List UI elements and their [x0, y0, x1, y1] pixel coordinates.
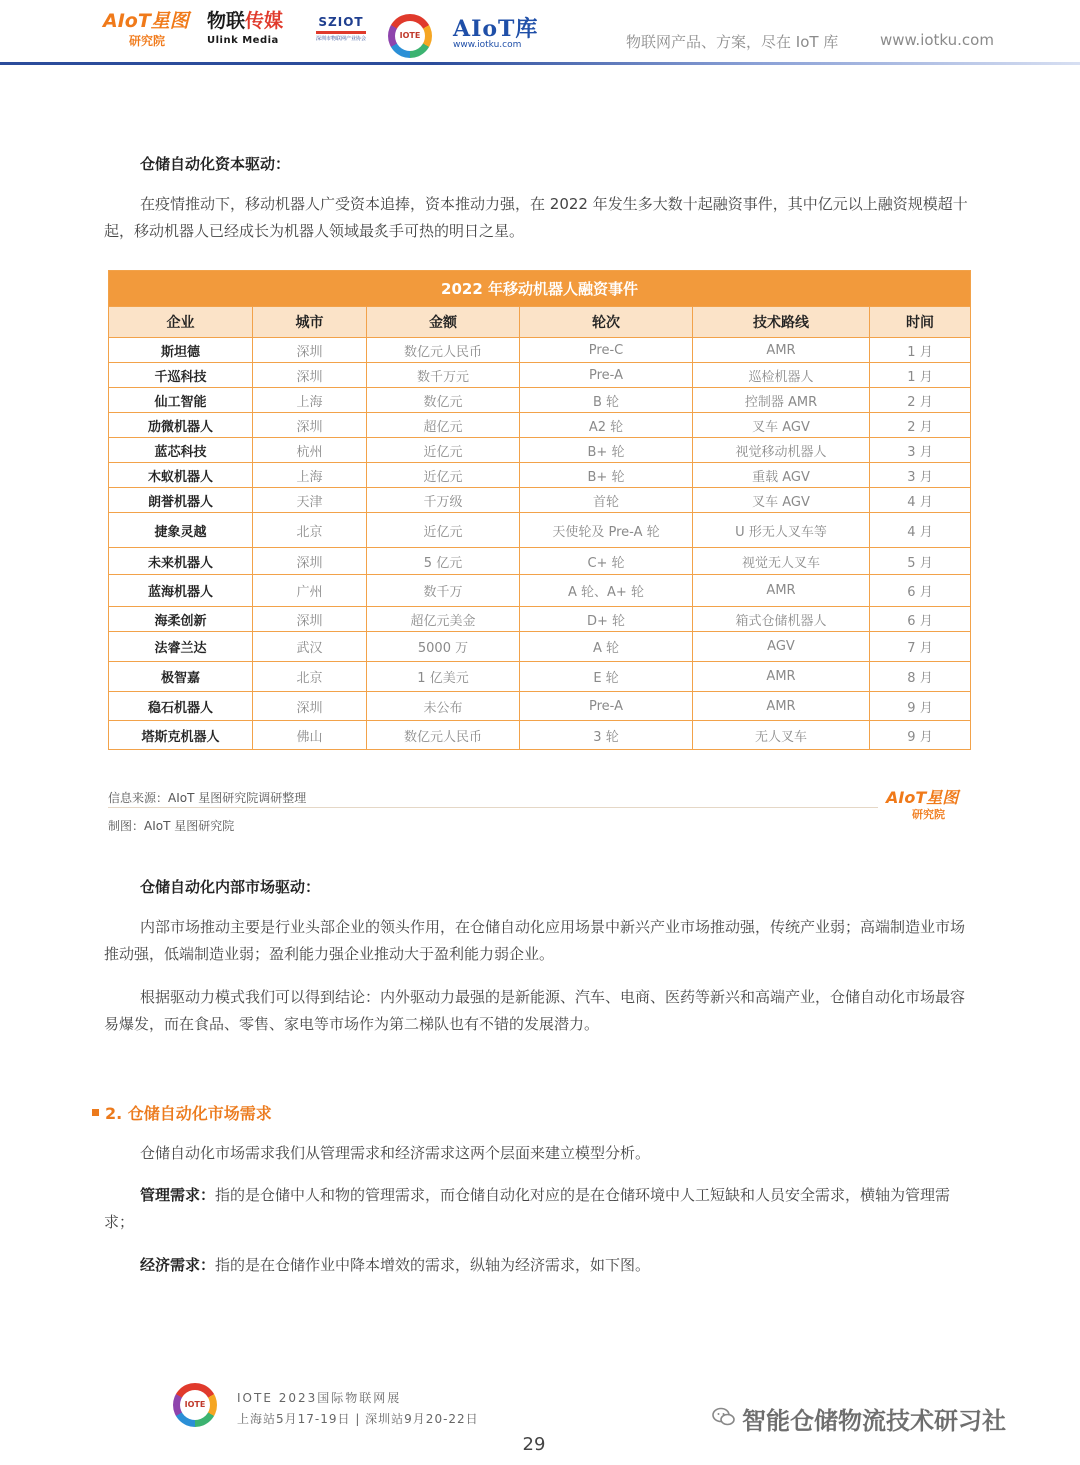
- table-cell: 3 月: [870, 463, 971, 488]
- table-cell: C+ 轮: [520, 548, 693, 575]
- table-cell: 2 月: [870, 413, 971, 438]
- table-cell: 5 亿元: [367, 548, 520, 575]
- table-header-cell: 企业: [109, 307, 253, 338]
- table-cell: 深圳: [253, 548, 367, 575]
- wechat-icon: [712, 1405, 736, 1429]
- table-cell: 9 月: [870, 721, 971, 750]
- table-cell: 无人叉车: [693, 721, 870, 750]
- table-cell: 数千万: [367, 575, 520, 607]
- company-cell: 极智嘉: [109, 662, 253, 692]
- table-row: [109, 721, 971, 750]
- table-source: 信息来源：AIoT 星图研究院调研整理: [108, 791, 307, 805]
- table-row: [109, 413, 971, 438]
- table-cell: 8 月: [870, 662, 971, 692]
- table-cell: 北京: [253, 513, 367, 548]
- table-header-cell: 金额: [367, 307, 520, 338]
- table-cell: 9 月: [870, 692, 971, 721]
- page-header: [0, 0, 1080, 68]
- iote-footer-badge-icon: IOTE: [173, 1383, 217, 1427]
- company-cell: 木蚁机器人: [109, 463, 253, 488]
- table-cell: 超亿元: [367, 413, 520, 438]
- table-cell: 近亿元: [367, 463, 520, 488]
- section-2-heading: 2. 仓储自动化市场需求: [92, 1101, 272, 1124]
- table-cell: 北京: [253, 662, 367, 692]
- capital-paragraph: 在疫情推动下，移动机器人广受资本追捧，资本推动力强，在 2022 年发生多大数十起融资事件，其中亿元以上融资规模超十起，移动机器人已经成长为机器人领域最炙手可热的明日之星。: [104, 195, 968, 240]
- table-cell: B+ 轮: [520, 463, 693, 488]
- table-header-cell: 时间: [870, 307, 971, 338]
- table-cell: 深圳: [253, 692, 367, 721]
- table-cell: 超亿元美金: [367, 607, 520, 632]
- company-cell: 未来机器人: [109, 548, 253, 575]
- table-cell: AMR: [693, 338, 870, 363]
- table-title: 2022 年移动机器人融资事件: [109, 271, 971, 307]
- company-cell: 捷象灵越: [109, 513, 253, 548]
- table-row: [109, 692, 971, 721]
- table-cell: 叉车 AGV: [693, 488, 870, 513]
- table-cell: 6 月: [870, 575, 971, 607]
- table-cell: AMR: [693, 692, 870, 721]
- company-cell: 蓝芯科技: [109, 438, 253, 463]
- table-row: [109, 338, 971, 363]
- table-row: [109, 463, 971, 488]
- table-cell: AGV: [693, 632, 870, 662]
- table-cell: AMR: [693, 662, 870, 692]
- table-cell: 深圳: [253, 338, 367, 363]
- table-cell: 数千万元: [367, 363, 520, 388]
- ulink-media-logo: 物联传媒 Ulink Media: [207, 10, 284, 46]
- table-cell: 巡检机器人: [693, 363, 870, 388]
- table-cell: B+ 轮: [520, 438, 693, 463]
- table-cell: 上海: [253, 388, 367, 413]
- section-bullet-icon: [92, 1109, 99, 1116]
- page-number: 29: [522, 1434, 546, 1455]
- table-cell: 视觉无人叉车: [693, 548, 870, 575]
- iote-badge-icon: IOTE: [388, 14, 432, 58]
- table-cell: 箱式仓储机器人: [693, 607, 870, 632]
- table-cell: 重载 AGV: [693, 463, 870, 488]
- aiot-xingtu-small-logo: AIoT星图 研究院: [886, 788, 959, 821]
- company-cell: 千巡科技: [109, 363, 253, 388]
- table-cell: 千万级: [367, 488, 520, 513]
- source-divider: [108, 807, 878, 808]
- table-cell: 5 月: [870, 548, 971, 575]
- table-cell: 武汉: [253, 632, 367, 662]
- capital-heading: 仓储自动化资本驱动：: [140, 155, 291, 173]
- table-row: [109, 548, 971, 575]
- table-cell: 未公布: [367, 692, 520, 721]
- table-cell: A2 轮: [520, 413, 693, 438]
- market-paragraph-2: 根据驱动力模式我们可以得到结论：内外驱动力最强的是新能源、汽车、电商、医药等新兴和高端产业，仓储自动化市场最容易爆发，而在食品、零售、家电等市场作为第二梯队也有不错的发展潜力。: [104, 988, 966, 1033]
- table-cell: D+ 轮: [520, 607, 693, 632]
- table-cell: 天津: [253, 488, 367, 513]
- table-credit: 制图：AIoT 星图研究院: [108, 819, 235, 833]
- footer-expo-title: IOTE 2023国际物联网展: [237, 1391, 402, 1405]
- table-row: [109, 488, 971, 513]
- table-cell: AMR: [693, 575, 870, 607]
- table-row: [109, 438, 971, 463]
- table-cell: 1 月: [870, 338, 971, 363]
- table-header-row: [109, 307, 971, 338]
- table-cell: 广州: [253, 575, 367, 607]
- table-cell: 叉车 AGV: [693, 413, 870, 438]
- section-2-intro: 仓储自动化市场需求我们从管理需求和经济需求这两个层面来建立模型分析。: [140, 1144, 651, 1162]
- company-cell: 稳石机器人: [109, 692, 253, 721]
- financing-table: [108, 270, 970, 750]
- header-website-link[interactable]: www.iotku.com: [880, 31, 994, 49]
- table-cell: 首轮: [520, 488, 693, 513]
- company-cell: 斯坦德: [109, 338, 253, 363]
- table-cell: 控制器 AMR: [693, 388, 870, 413]
- table-cell: 数亿元人民币: [367, 721, 520, 750]
- management-demand-paragraph: 管理需求：指的是仓储中人和物的管理需求，而仓储自动化对应的是在仓储环境中人工短缺和人员安全需求，横轴为管理需求；: [104, 1186, 951, 1231]
- table-cell: 天使轮及 Pre-A 轮: [520, 513, 693, 548]
- table-cell: 近亿元: [367, 438, 520, 463]
- economic-demand-paragraph: 经济需求：指的是在仓储作业中降本增效的需求，纵轴为经济需求，如下图。: [140, 1256, 651, 1274]
- watermark: 智能仓储物流技术研习社: [742, 1407, 1006, 1435]
- table-cell: A 轮: [520, 632, 693, 662]
- aiotku-logo: AIoT库 www.iotku.com: [453, 16, 539, 50]
- table-cell: 3 轮: [520, 721, 693, 750]
- header-divider: [0, 62, 1080, 65]
- table-cell: 数亿元人民币: [367, 338, 520, 363]
- company-cell: 法睿兰达: [109, 632, 253, 662]
- header-tagline: 物联网产品、方案，尽在 IoT 库: [626, 33, 839, 51]
- table-cell: Pre-A: [520, 363, 693, 388]
- market-paragraph-1: 内部市场推动主要是行业头部企业的领头作用，在仓储自动化应用场景中新兴产业市场推动强，传统产业弱；高端制造业市场推动强，低端制造业弱；盈利能力强企业推动大于盈利能力弱企业。: [104, 918, 966, 963]
- table-cell: 4 月: [870, 488, 971, 513]
- table-cell: 数亿元: [367, 388, 520, 413]
- company-cell: 仙工智能: [109, 388, 253, 413]
- market-heading: 仓储自动化内部市场驱动：: [140, 878, 321, 896]
- table-cell: 深圳: [253, 413, 367, 438]
- table-cell: 1 亿美元: [367, 662, 520, 692]
- table-cell: U 形无人叉车等: [693, 513, 870, 548]
- footer-expo-dates: 上海站5月17-19日 | 深圳站9月20-22日: [237, 1412, 479, 1426]
- table-row: [109, 662, 971, 692]
- table-row: [109, 513, 971, 548]
- company-cell: 蓝海机器人: [109, 575, 253, 607]
- company-cell: 劢微机器人: [109, 413, 253, 438]
- table-cell: 视觉移动机器人: [693, 438, 870, 463]
- table-cell: 深圳: [253, 607, 367, 632]
- table-row: [109, 632, 971, 662]
- table-cell: E 轮: [520, 662, 693, 692]
- table-cell: 2 月: [870, 388, 971, 413]
- table-cell: 上海: [253, 463, 367, 488]
- company-cell: 朗誉机器人: [109, 488, 253, 513]
- aiot-xingtu-logo: AIoT星图 研究院: [103, 10, 189, 48]
- sziot-logo: SZIOT 深圳市物联网产业协会: [315, 15, 366, 42]
- table-cell: 4 月: [870, 513, 971, 548]
- table-header-cell: 技术路线: [693, 307, 870, 338]
- table-cell: 近亿元: [367, 513, 520, 548]
- table-row: [109, 607, 971, 632]
- table-row: [109, 388, 971, 413]
- table-cell: A 轮、A+ 轮: [520, 575, 693, 607]
- table-cell: 5000 万: [367, 632, 520, 662]
- company-cell: 塔斯克机器人: [109, 721, 253, 750]
- table-cell: 3 月: [870, 438, 971, 463]
- table-header-cell: 轮次: [520, 307, 693, 338]
- table-cell: 杭州: [253, 438, 367, 463]
- company-cell: 海柔创新: [109, 607, 253, 632]
- table-row: [109, 575, 971, 607]
- table-cell: 1 月: [870, 363, 971, 388]
- table-cell: 6 月: [870, 607, 971, 632]
- table-cell: 深圳: [253, 363, 367, 388]
- table-cell: B 轮: [520, 388, 693, 413]
- table-cell: 7 月: [870, 632, 971, 662]
- table-cell: Pre-A: [520, 692, 693, 721]
- table-cell: 佛山: [253, 721, 367, 750]
- table-cell: Pre-C: [520, 338, 693, 363]
- table-header-cell: 城市: [253, 307, 367, 338]
- table-row: [109, 363, 971, 388]
